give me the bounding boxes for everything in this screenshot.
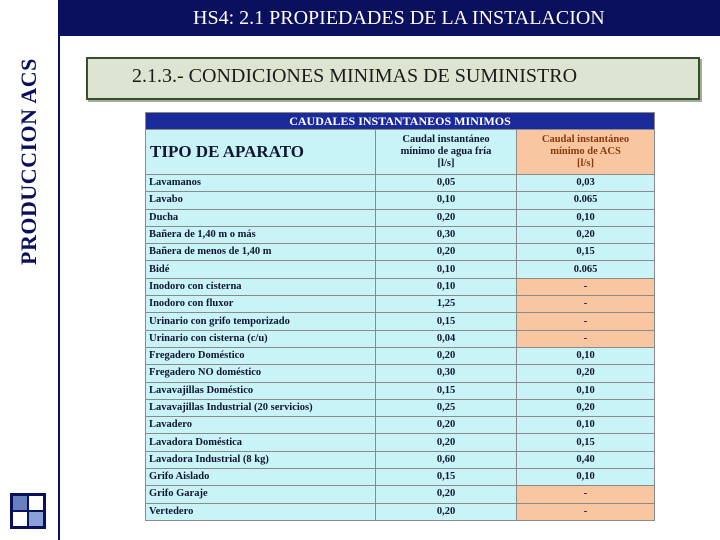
cell-appliance: Bañera de menos de 1,40 m bbox=[146, 244, 376, 261]
cell-appliance: Ducha bbox=[146, 209, 376, 226]
cell-appliance: Vertedero bbox=[146, 503, 376, 520]
table-row bbox=[146, 365, 655, 382]
cell-acs-flow: - bbox=[517, 503, 655, 520]
logo-icon bbox=[10, 493, 46, 529]
cell-acs-flow: 0.065 bbox=[517, 192, 655, 209]
cell-cold-flow: 0,60 bbox=[376, 451, 517, 468]
table-row bbox=[146, 503, 655, 520]
header-cold-line2: mínimo de agua fría bbox=[400, 146, 492, 157]
header-tipo: TIPO DE APARATO bbox=[146, 130, 376, 175]
cell-cold-flow: 0,20 bbox=[376, 417, 517, 434]
table-row bbox=[146, 399, 655, 416]
page-title: HS4: 2.1 PROPIEDADES DE LA INSTALACION bbox=[193, 7, 605, 29]
cell-appliance: Grifo Garaje bbox=[146, 486, 376, 503]
cell-cold-flow: 0,30 bbox=[376, 365, 517, 382]
header-acs-line1: Caudal instantáneo bbox=[541, 134, 630, 145]
sidebar-divider bbox=[58, 0, 60, 540]
table-row bbox=[146, 209, 655, 226]
table-row bbox=[146, 296, 655, 313]
cell-cold-flow: 0,04 bbox=[376, 330, 517, 347]
table-body bbox=[146, 175, 655, 521]
cell-appliance: Lavadora Doméstica bbox=[146, 434, 376, 451]
table-row bbox=[146, 313, 655, 330]
cell-acs-flow: 0,40 bbox=[517, 451, 655, 468]
header-bar bbox=[60, 0, 720, 36]
sidebar-title: PRODUCCION ACS bbox=[16, 58, 41, 265]
cell-cold-flow: 0,30 bbox=[376, 226, 517, 243]
table-row bbox=[146, 278, 655, 295]
header-acs-line2: mínimo de ACS bbox=[550, 146, 621, 157]
cell-appliance: Lavamanos bbox=[146, 175, 376, 192]
cell-appliance: Fregadero Doméstico bbox=[146, 347, 376, 364]
header-cold-line1: Caudal instantáneo bbox=[402, 134, 490, 145]
cell-acs-flow: 0,10 bbox=[517, 347, 655, 364]
cell-cold-flow: 0,20 bbox=[376, 486, 517, 503]
cell-cold-flow: 0,10 bbox=[376, 261, 517, 278]
cell-cold-flow: 0,10 bbox=[376, 192, 517, 209]
cell-cold-flow: 0,20 bbox=[376, 209, 517, 226]
cell-cold-flow: 0,20 bbox=[376, 434, 517, 451]
cell-cold-flow: 0,20 bbox=[376, 503, 517, 520]
section-title: 2.1.3.- CONDICIONES MINIMAS DE SUMINISTRO bbox=[132, 65, 578, 87]
cell-acs-flow: - bbox=[517, 486, 655, 503]
cell-cold-flow: 0,15 bbox=[376, 382, 517, 399]
section-box bbox=[86, 57, 700, 100]
table-row bbox=[146, 382, 655, 399]
cell-appliance: Lavavajillas Industrial (20 servicios) bbox=[146, 399, 376, 416]
table-row bbox=[146, 175, 655, 192]
cell-acs-flow: 0,20 bbox=[517, 226, 655, 243]
cell-acs-flow: - bbox=[517, 313, 655, 330]
cell-appliance: Bidé bbox=[146, 261, 376, 278]
table-row bbox=[146, 261, 655, 278]
table-row bbox=[146, 417, 655, 434]
cell-acs-flow: 0,03 bbox=[517, 175, 655, 192]
cell-acs-flow: 0,20 bbox=[517, 399, 655, 416]
cell-acs-flow: - bbox=[517, 278, 655, 295]
cell-appliance: Fregadero NO doméstico bbox=[146, 365, 376, 382]
cell-appliance: Grifo Aislado bbox=[146, 469, 376, 486]
cell-acs-flow: - bbox=[517, 296, 655, 313]
table-row bbox=[146, 226, 655, 243]
cell-cold-flow: 1,25 bbox=[376, 296, 517, 313]
cell-cold-flow: 0,15 bbox=[376, 313, 517, 330]
header-acs-unit: [l/s] bbox=[577, 158, 594, 169]
cell-cold-flow: 0,10 bbox=[376, 278, 517, 295]
cell-appliance: Bañera de 1,40 m o más bbox=[146, 226, 376, 243]
table-row bbox=[146, 244, 655, 261]
cell-acs-flow: 0,15 bbox=[517, 434, 655, 451]
table-row bbox=[146, 486, 655, 503]
cell-appliance: Lavadora Industrial (8 kg) bbox=[146, 451, 376, 468]
header-cold bbox=[376, 130, 517, 175]
cell-appliance: Urinario con grifo temporizado bbox=[146, 313, 376, 330]
table-row bbox=[146, 469, 655, 486]
table-caption: CAUDALES INSTANTANEOS MINIMOS bbox=[146, 113, 655, 130]
cell-acs-flow: 0,10 bbox=[517, 382, 655, 399]
cell-cold-flow: 0,15 bbox=[376, 469, 517, 486]
cell-appliance: Lavavajillas Doméstico bbox=[146, 382, 376, 399]
table-row bbox=[146, 192, 655, 209]
cell-appliance: Urinario con cisterna (c/u) bbox=[146, 330, 376, 347]
cell-appliance: Lavadero bbox=[146, 417, 376, 434]
table-row bbox=[146, 451, 655, 468]
cell-appliance: Inodoro con fluxor bbox=[146, 296, 376, 313]
cell-acs-flow: 0,10 bbox=[517, 209, 655, 226]
cell-appliance: Lavabo bbox=[146, 192, 376, 209]
sidebar bbox=[0, 0, 60, 540]
table-row bbox=[146, 330, 655, 347]
cell-acs-flow: 0,10 bbox=[517, 417, 655, 434]
cell-acs-flow: 0.065 bbox=[517, 261, 655, 278]
cell-acs-flow: 0,10 bbox=[517, 469, 655, 486]
cell-cold-flow: 0,20 bbox=[376, 244, 517, 261]
cell-cold-flow: 0,05 bbox=[376, 175, 517, 192]
cell-appliance: Inodoro con cisterna bbox=[146, 278, 376, 295]
header-acs bbox=[517, 130, 655, 175]
cell-cold-flow: 0,20 bbox=[376, 347, 517, 364]
cell-cold-flow: 0,25 bbox=[376, 399, 517, 416]
flow-table bbox=[145, 112, 655, 521]
cell-acs-flow: - bbox=[517, 330, 655, 347]
table-row bbox=[146, 434, 655, 451]
cell-acs-flow: 0,20 bbox=[517, 365, 655, 382]
cell-acs-flow: 0,15 bbox=[517, 244, 655, 261]
table-row bbox=[146, 347, 655, 364]
header-cold-unit: [l/s] bbox=[437, 158, 455, 169]
